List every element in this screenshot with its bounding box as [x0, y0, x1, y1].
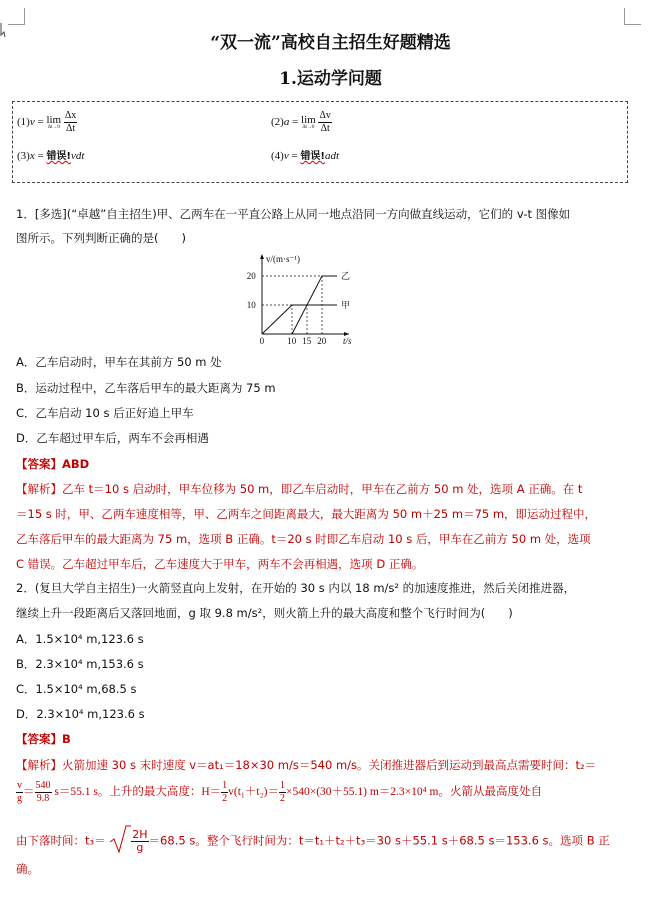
q1-option-b: B．运动过程中，乙车落后甲车的最大距离为 75 m	[16, 381, 276, 395]
q1-stem-line-2: 图所示。下列判断正确的是( )	[16, 231, 186, 245]
q2-stem-line-1: 2．(复旦大学自主招生)一火箭竖直向上发射，在开始的 30 s 内以 18 m/s² 的加速度推进，然后关闭推进器，	[16, 581, 576, 595]
series-label-yi: 乙	[341, 271, 351, 281]
q1-option-a: A．乙车启动时，甲车在其前方 50 m 处	[16, 355, 222, 369]
q1-stem-line-1: 1．[多选](“卓越”自主招生)甲、乙两车在一平直公路上从同一地点沿同一方向做直线运动，它们的 v-t 图像如	[16, 207, 571, 221]
q1-analysis-line-4: C 错误。乙车超过甲车后，乙车速度大于甲车，两车不会再相遇，选项 D 正确。	[16, 557, 424, 571]
q1-analysis-line-3: 乙车落后甲车的最大距离为 75 m，选项 B 正确。t＝20 s 时即乙车启动 10 s 后，甲车在乙前方 50 m 处，选项	[16, 532, 591, 546]
q2-analysis-line-3: 由下落时间：t₃＝ $\frac{2H}{g}$ ＝68.5 s。整个飞行时间为：t＝t₁＋t₂＋t₃＝30 s＋55.1 s＋68.5 s＝153.6 s。选项 B 正	[16, 824, 610, 858]
x-tick-label-15: 15	[302, 336, 312, 346]
y-axis-label: v/(m·s⁻¹)	[266, 254, 300, 264]
q2-analysis-line-1: 【解析】火箭加速 30 s 末时速度 v＝at₁＝18×30 m/s＝540 m/s。关闭推进器后到运动到最高点需要时间：t₂＝	[16, 758, 597, 772]
x-axis-label: t/s	[343, 336, 352, 346]
page-corner-mark-left	[8, 8, 25, 25]
y-tick-label-10: 10	[246, 300, 256, 310]
series-label-jia: 甲	[341, 300, 351, 310]
y-axis-arrow	[260, 254, 264, 259]
q1-analysis-line-2: ＝15 s 时，甲、乙两车速度相等，甲、乙两车之间距离最大，最大距离为 50 m＋25 m＝75 m，即运动过程中，	[16, 507, 597, 521]
q2-option-d: D．2.3×10⁴ m,123.6 s	[16, 707, 145, 721]
formula-3: (3)x = 错误!vdt	[17, 150, 85, 162]
q2-answer: 【答案】B	[16, 732, 71, 746]
q2-analysis-line-2: $\frac{v}{g}$ ＝ $\frac{540}{9.8}$ s＝55.1 s。上升的最大高度：H＝ $\frac{1}{2}$ v(t₁＋t₂)＝ $\frac{1}{2}$ ×540×(30＋55.1) m＝2.3×10⁴ m。火箭从最高度处自	[17, 780, 542, 804]
formula-2: (2)a = lim Δt→0 $\frac{\Delta v}{\Delta t}$	[271, 110, 331, 134]
sqrt-sign	[109, 824, 131, 858]
q1-option-c: C．乙车启动 10 s 后正好追上甲车	[16, 406, 194, 420]
q2-option-a: A．1.5×10⁴ m,123.6 s	[16, 632, 144, 646]
formula-4: (4)v = 错误!adt	[271, 150, 340, 162]
q2-stem-line-2: 继续上升一段距离后又落回地面，g 取 9.8 m/s²，则火箭上升的最大高度和整个飞行时间为( )	[16, 606, 513, 620]
formula-1: (1)v = lim Δt→0 $\frac{\Delta x}{\Delta t}$	[17, 110, 77, 134]
q1-analysis-line-1: 【解析】乙车 t＝10 s 启动时，甲车位移为 50 m，即乙车启动时，甲车在乙前方 50 m 处，选项 A 正确。在 t	[16, 482, 583, 496]
q1-answer: 【答案】ABD	[16, 457, 90, 471]
q2-option-b: B．2.3×10⁴ m,153.6 s	[16, 657, 144, 671]
x-tick-label-20: 20	[317, 336, 327, 346]
q2-option-c: C．1.5×10⁴ m,68.5 s	[16, 682, 137, 696]
q1-option-d: D．乙车超过甲车后，两车不会再相遇	[16, 431, 209, 445]
x-tick-label-0: 0	[259, 336, 265, 346]
page-title: “双一流”高校自主招生好题精选	[210, 33, 451, 53]
page-corner-mark-right	[624, 8, 641, 25]
section-title: 1.运动学问题	[279, 69, 382, 89]
vt-chart	[232, 250, 392, 346]
q2-analysis-line-4: 确。	[16, 862, 39, 876]
error-field: 错误!	[46, 151, 71, 162]
y-tick-label-20: 20	[246, 271, 256, 281]
error-field: 错误!	[300, 151, 325, 162]
formula-box	[12, 101, 628, 183]
x-tick-label-10: 10	[287, 336, 297, 346]
